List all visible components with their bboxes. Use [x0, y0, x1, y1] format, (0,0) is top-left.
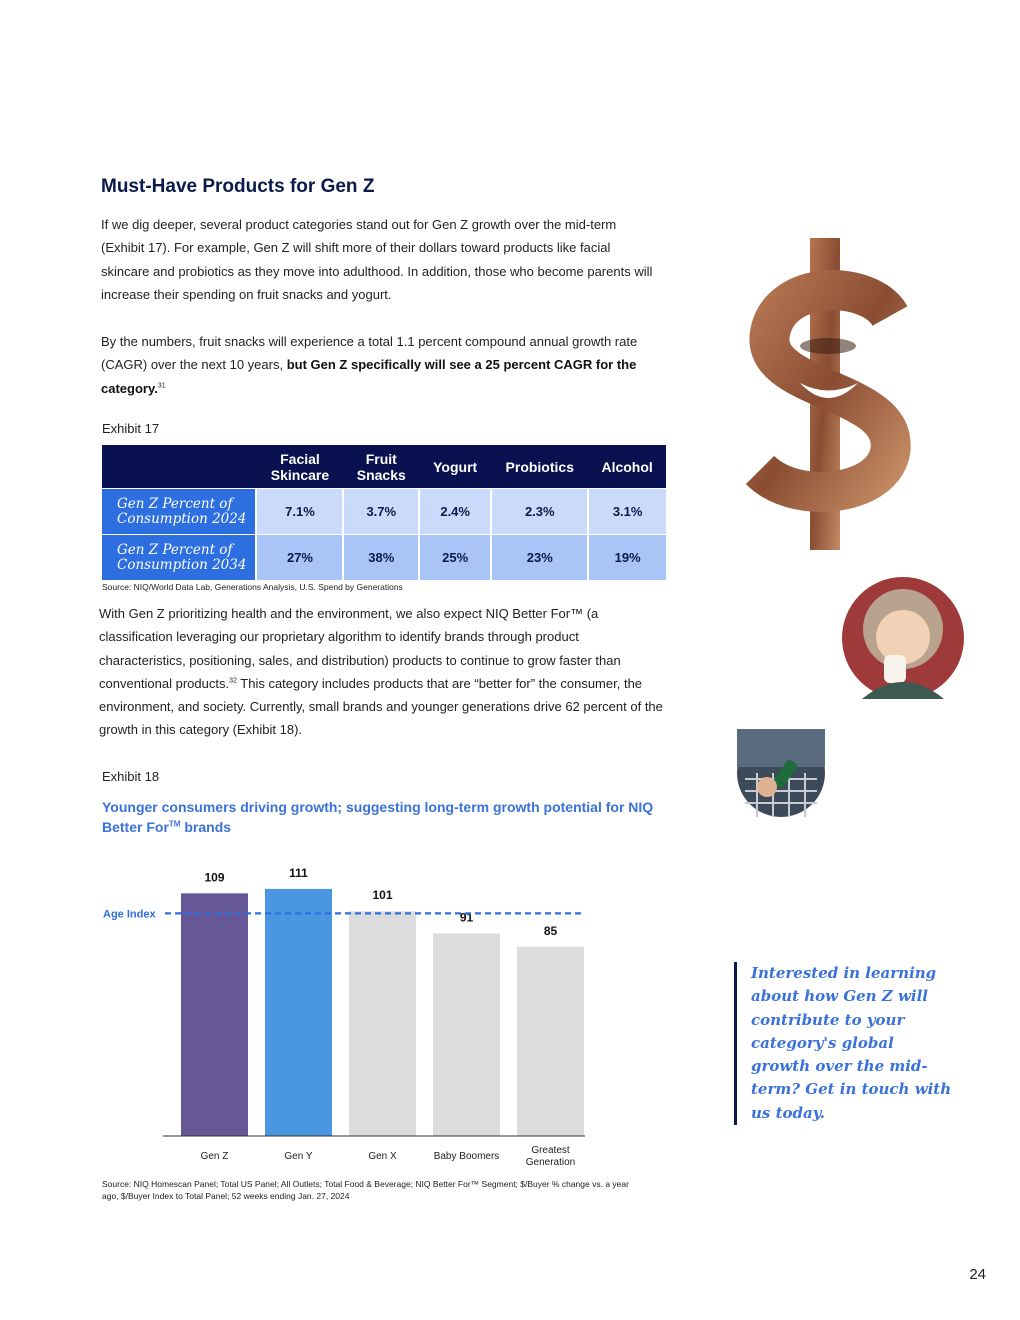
child-photo — [842, 577, 964, 699]
x-tick-label: Gen Z — [200, 1151, 229, 1162]
exhibit-18-label: Exhibit 18 — [102, 769, 160, 784]
popsicle — [884, 655, 906, 683]
col-header-yogurt: Yogurt — [419, 445, 491, 489]
exhibit-17-label: Exhibit 17 — [102, 421, 160, 436]
bar — [265, 889, 332, 1136]
trademark-sup: TM — [168, 819, 181, 829]
intro-paragraph-1: If we dig deeper, several product categories stand out for Gen Z growth over the mid-term (Exhibit 17). For example, Gen Z will shift more of their dollars toward products like facial skincare and probiotics as they move into adulthood. In addition, those who become parents will increase their spending on fruit snacks and yogurt. — [101, 217, 653, 302]
col-header-probiotics: Probiotics — [491, 445, 588, 489]
exhibit-18-bar-chart — [95, 860, 605, 1175]
exhibit-17-source: Source: NIQ/World Data Lab, Generations Analysis, U.S. Spend by Generations — [102, 582, 403, 592]
bar — [433, 933, 500, 1136]
x-tick-label: Baby Boomers — [433, 1151, 500, 1162]
exhibit-18-title-text: Younger consumers driving growth; suggesting long-term growth potential for NIQ Better For — [102, 799, 654, 835]
table-row — [102, 489, 666, 535]
table-cell: 2.3% — [491, 489, 588, 535]
bar-value-label: 111 — [289, 865, 308, 880]
bar — [181, 893, 248, 1136]
shopper-photo — [737, 729, 825, 817]
table-cell: 27% — [256, 535, 343, 581]
exhibit-18-title-suffix: brands — [180, 819, 232, 835]
x-tick-label: Greatest — [531, 1145, 570, 1156]
col-header-facial-skincare: Facial Skincare — [256, 445, 343, 489]
body-paragraph-3-text-b: This category includes products that are “better for” the consumer, the environment, and society. Currently, small brands and younger generations drive 62 percent of the growth in this category (Exhibit 18). — [99, 675, 663, 738]
table-cell: 19% — [588, 535, 666, 581]
table-row — [102, 535, 666, 581]
table-cell: 3.7% — [343, 489, 419, 535]
exhibit-18-source: Source: NIQ Homescan Panel; Total US Panel; All Outlets; Total Food & Beverage; NIQ Better For™ Segment; $/Buyer % change vs. a year ago, $/Buyer Index to Total Panel; 52 weeks ending Jan. 27, 2024 — [102, 1179, 629, 1201]
body-paragraph-3 — [99, 602, 664, 742]
bar — [517, 947, 584, 1136]
dollar-sign-photo — [740, 238, 915, 550]
bar-value-label: 109 — [204, 870, 225, 885]
exhibit-18-title — [102, 797, 672, 837]
intro-paragraph-2-text: By the numbers, fruit snacks will experience a total 1.1 percent compound annual growth rate (CAGR) over the next 10 years, — [101, 334, 638, 373]
bar-value-label: 91 — [459, 910, 474, 925]
section-heading: Must-Have Products for Gen Z — [101, 176, 375, 197]
page-number: 24 — [969, 1266, 986, 1283]
age-index-label: Age Index — [103, 908, 156, 921]
body-paragraph-3-text-a: With Gen Z prioritizing health and the environment, we also expect NIQ Better For™ (a classification leveraging our proprietary algorithm to identify brands through product characteristics, positioning, sales, and distribution) products to continue to grow faster than conventional products. — [99, 606, 621, 691]
face-eyes — [800, 338, 856, 354]
bar — [349, 911, 416, 1136]
intro-paragraph-2 — [101, 330, 661, 400]
table-cell: 7.1% — [256, 489, 343, 535]
col-header-fruit-snacks: Fruit Snacks — [343, 445, 419, 489]
table-cell: 38% — [343, 535, 419, 581]
table-cell: 25% — [419, 535, 491, 581]
x-tick-label: Generation — [525, 1157, 576, 1168]
exhibit-17-table — [102, 445, 666, 580]
hand — [757, 777, 777, 797]
col-header-alcohol: Alcohol — [588, 445, 666, 489]
table-cell: 23% — [491, 535, 588, 581]
intro-paragraph-2-bold: but Gen Z specifically will see a 25 percent CAGR for the category. — [101, 357, 637, 396]
x-tick-label: Gen Y — [284, 1151, 313, 1162]
footnote-ref-31: 31 — [157, 382, 166, 390]
x-tick-label: Gen X — [368, 1151, 397, 1162]
row-label-2034: Gen Z Percent of Consumption 2034 — [102, 535, 256, 581]
plaid-shirt — [737, 729, 825, 767]
contact-callout: Interested in learning about how Gen Z will contribute to your category's global growth over the mid-term? Get in touch with us today. — [734, 962, 956, 1125]
footnote-ref-32: 32 — [229, 677, 237, 685]
table-corner — [102, 445, 256, 489]
table-header-row — [102, 445, 666, 489]
bar-value-label: 85 — [543, 923, 558, 938]
table-cell: 3.1% — [588, 489, 666, 535]
bar-value-label: 101 — [372, 888, 393, 903]
row-label-2024: Gen Z Percent of Consumption 2024 — [102, 489, 256, 535]
table-cell: 2.4% — [419, 489, 491, 535]
